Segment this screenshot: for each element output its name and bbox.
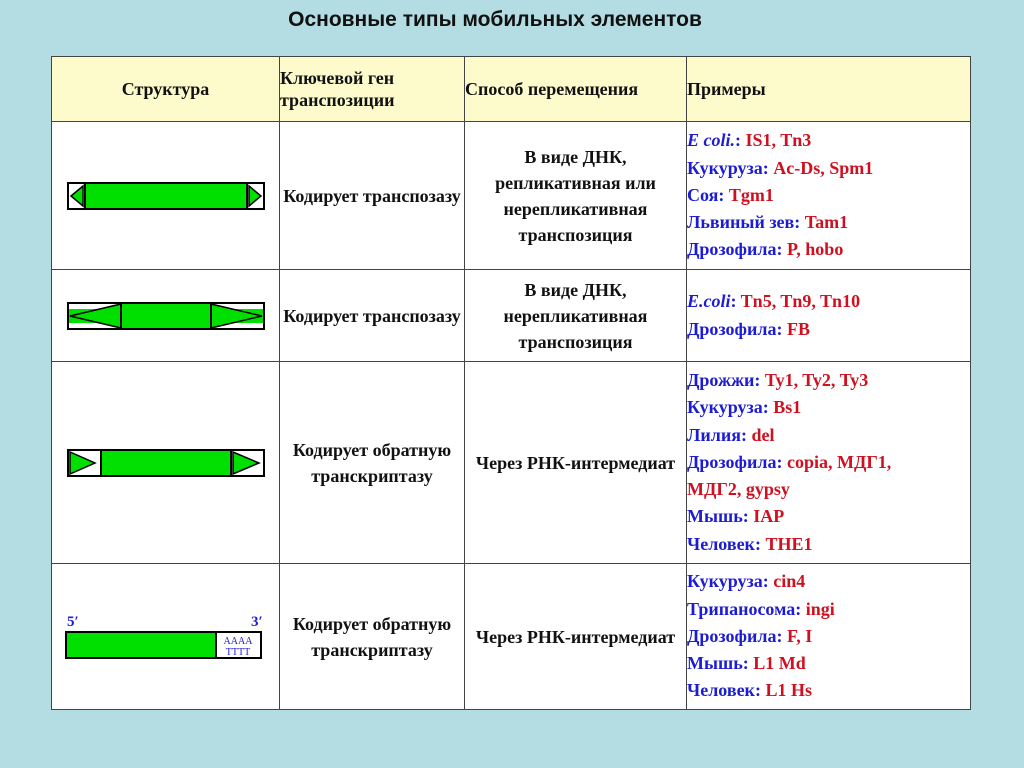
table-row (52, 270, 971, 362)
poly-t-label: TTTT (225, 646, 250, 658)
table-row (52, 564, 971, 710)
organism-name: Львиный зев (687, 212, 795, 233)
organism-name: Дрозофила (687, 625, 777, 646)
element-names: Bs1 (773, 397, 802, 418)
element-names: IAP (753, 506, 785, 527)
gene-cell: Кодирует транспозазу (280, 122, 465, 270)
element-names: Ac-Ds, Spm1 (773, 157, 874, 178)
mechanism-cell: Через РНК-интермедиат (465, 362, 687, 564)
organism-name: Дрозофила (687, 451, 777, 472)
gene-cell: Кодирует транспозазу (280, 270, 465, 362)
example-separator: : (762, 397, 774, 418)
structure-cell (52, 122, 280, 270)
organism-name: Человек (687, 533, 755, 554)
example-separator: : (754, 533, 766, 554)
organism-name: E coli. (687, 130, 735, 151)
structure-cell (52, 362, 280, 564)
example-separator: : (794, 212, 805, 233)
composite-transposon-diagram (67, 302, 265, 330)
element-names: МДГ2, gypsy (687, 479, 790, 500)
element-names: Tgm1 (728, 184, 774, 205)
example-line (687, 596, 970, 623)
mechanism-cell: В виде ДНК, нерепликативная транспозиция (465, 270, 687, 362)
organism-name: Трипаносома (687, 598, 796, 619)
element-names: copia, МДГ1, (786, 451, 892, 472)
example-line (687, 449, 970, 476)
example-separator: : (754, 369, 765, 390)
organism-name: Лилия (687, 424, 741, 445)
organism-name: Кукуруза (687, 157, 763, 178)
element-names: IS1, Tn3 (745, 130, 812, 151)
example-separator: : (762, 157, 774, 178)
header-structure: Структура (52, 57, 280, 122)
header-mechanism: Способ перемещения (465, 57, 687, 122)
example-line (687, 209, 970, 236)
gene-cell: Кодирует обратную транскриптазу (280, 362, 465, 564)
header-key-gene: Ключевой ген транспозиции (280, 57, 465, 122)
element-names: Ty1, Ty2, Ty3 (764, 369, 869, 390)
element-names: ingi (805, 598, 835, 619)
example-separator: : (795, 598, 806, 619)
line-retrotransposon-diagram (63, 612, 269, 662)
element-names: cin4 (773, 571, 806, 592)
gene-cell: Кодирует обратную транскриптазу (280, 564, 465, 710)
table-row (52, 362, 971, 564)
example-separator: : (776, 318, 787, 339)
organism-name: Кукуруза (687, 571, 763, 592)
mechanism-cell: Через РНК-интермедиат (465, 564, 687, 710)
element-names: Tn5, Tn9, Tn10 (740, 291, 861, 312)
page-title: Основные типы мобильных элементов (288, 8, 702, 31)
ltr-retrotransposon-diagram (67, 449, 265, 477)
example-line (687, 394, 970, 421)
element-names: L1 Hs (765, 680, 812, 701)
five-prime-label: 5′ (66, 613, 79, 630)
element-names: L1 Md (753, 653, 806, 674)
header-row (52, 57, 971, 122)
example-line (687, 531, 970, 558)
organism-name: E.coli (687, 291, 731, 312)
example-separator: : (742, 653, 754, 674)
organism-name: Кукуруза (687, 397, 763, 418)
example-line (687, 568, 970, 595)
dna-transposon-diagram (67, 182, 265, 210)
examples-cell (687, 122, 971, 270)
example-line (687, 288, 970, 315)
example-line (687, 650, 970, 677)
example-separator: : (718, 184, 729, 205)
example-separator: : (742, 506, 754, 527)
header-examples: Примеры (687, 57, 971, 122)
organism-name: Мышь (687, 653, 743, 674)
example-separator: : (776, 451, 787, 472)
example-separator: : (762, 571, 774, 592)
organism-name: Человек (687, 680, 755, 701)
example-line (687, 476, 970, 503)
example-line (687, 182, 970, 209)
mobile-elements-table (51, 56, 971, 710)
element-names: F, I (786, 625, 813, 646)
table-row (52, 122, 971, 270)
example-line (687, 422, 970, 449)
organism-name: Мышь (687, 506, 743, 527)
example-line (687, 155, 970, 182)
poly-a-label: AAAA (223, 635, 252, 647)
examples-cell (687, 270, 971, 362)
organism-name: Дрозофила (687, 318, 777, 339)
element-names: THE1 (765, 533, 813, 554)
structure-cell (52, 270, 280, 362)
element-names: Tam1 (804, 212, 849, 233)
examples-cell (687, 362, 971, 564)
example-line (687, 367, 970, 394)
organism-name: Дрозофила (687, 239, 777, 260)
organism-name: Соя (687, 184, 719, 205)
structure-cell (52, 564, 280, 710)
element-names: P, hobo (786, 239, 844, 260)
example-line (687, 623, 970, 650)
example-line (687, 677, 970, 704)
example-line (687, 316, 970, 343)
organism-name: Дрожжи (687, 369, 755, 390)
example-line (687, 503, 970, 530)
example-separator: : (730, 291, 741, 312)
example-separator: : (776, 625, 787, 646)
three-prime-label: 3′ (250, 613, 263, 630)
examples-cell (687, 564, 971, 710)
example-separator: : (754, 680, 766, 701)
mechanism-cell: В виде ДНК, репликативная или нерепликативная транспозиция (465, 122, 687, 270)
example-separator: : (735, 130, 746, 151)
example-line (687, 236, 970, 263)
element-names: FB (786, 318, 810, 339)
example-separator: : (776, 239, 787, 260)
example-line (687, 127, 970, 154)
example-separator: : (741, 424, 752, 445)
element-names: del (751, 424, 775, 445)
